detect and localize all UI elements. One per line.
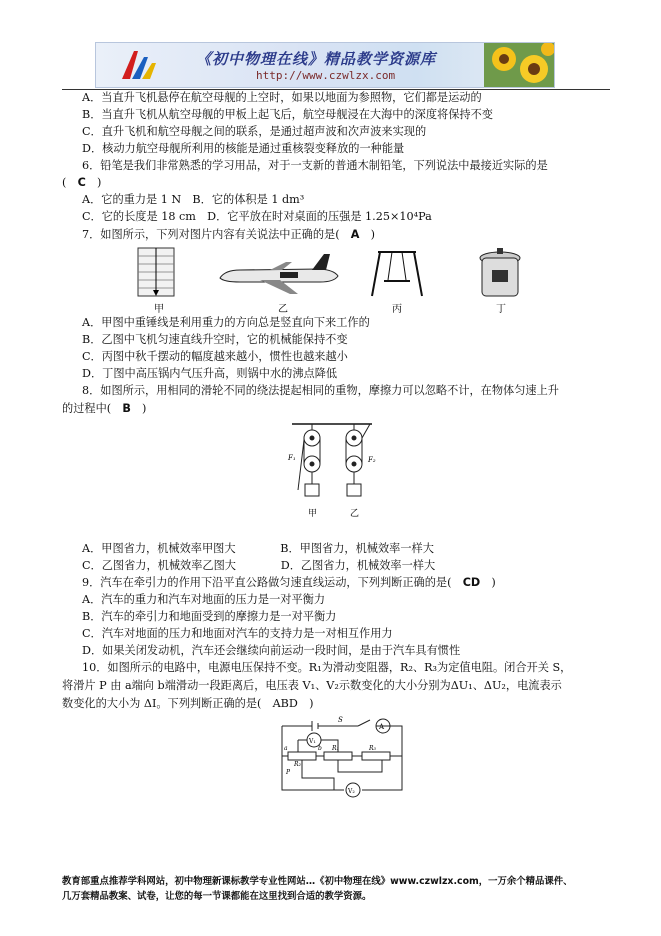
banner-title: 《初中物理在线》精品教学资源库: [196, 50, 437, 68]
q7-answer: A: [350, 228, 360, 241]
q9-option-b: B．汽车的牵引力和地面受到的摩擦力是一对平衡力: [82, 610, 337, 623]
q6-stem: 6．铅笔是我们非常熟悉的学习用品，对于一支新的普通木制铅笔，下列说法中最接近实际的是: [82, 159, 548, 172]
voltmeter-v1-label: V₁: [309, 738, 316, 745]
voltmeter-v2-label: V₂: [348, 788, 355, 795]
q9-answer: CD: [462, 576, 481, 589]
fig7-label-ding: 丁: [496, 304, 506, 315]
terminal-a-label: a: [284, 745, 288, 752]
swing-image: [372, 252, 422, 296]
footer-line-2: 几万套精品教案、试卷，让您的每一节课都能在这里找到合适的教学资源。: [62, 891, 372, 902]
r2-label: R₂: [294, 761, 301, 768]
q5-option-c: C．直升飞机和航空母舰之间的联系，是通过超声波和次声波来实现的: [82, 125, 427, 138]
fig7-label-bing: 丙: [392, 304, 402, 315]
fig8-label-jia: 甲: [308, 509, 318, 519]
q9-option-d: D．如果关闭发动机，汽车还会继续向前运动一段时间，是由于汽车具有惯性: [82, 644, 461, 657]
q8-stem: 8．如图所示，用相同的滑轮不同的绕法提起相同的重物，摩擦力可以忽略不计，在物体匀速上升: [82, 384, 559, 397]
pressure-cooker-image: [480, 248, 520, 296]
q8-answer: B: [122, 402, 131, 415]
q7-option-a: A．甲图中重锤线是利用重力的方向总是竖直向下来工作的: [82, 316, 370, 329]
footer-line-1: 教育部重点推荐学科网站，初中物理新课标教学专业性网站…《初中物理在线》www.czwlzx.com，一万余个精品课件、: [62, 876, 573, 887]
sunflower-image: [484, 43, 554, 87]
fig8-label-yi: 乙: [350, 509, 360, 519]
ammeter-label: A: [379, 723, 385, 731]
q10-circuit-figure: [272, 716, 412, 804]
r1-label: R₁: [332, 745, 339, 752]
q10-stem-3: 数变化的大小为 ΔI。下列判断正确的是( ABD ): [62, 697, 314, 710]
q8-options-cd: C．乙图省力，机械效率乙图大 D．乙图省力，机械效率一样大: [82, 559, 436, 572]
site-logo: [116, 47, 162, 83]
q6-options-cd: C．它的长度是 18 cm D．它平放在时对桌面的压强是 1.25×10⁴Pa: [82, 210, 432, 223]
q8-pulley-figure: [282, 420, 382, 524]
q5-option-b: B．当直升飞机从航空母舰的甲板上起飞后，航空母舰浸在大海中的深度将保持不变: [82, 108, 493, 121]
q8-stem-cont: 的过程中( B ): [62, 402, 147, 415]
plumb-wall-image: [138, 248, 174, 296]
q10-stem-2: 将滑片 P 由 a端向 b端滑动一段距离后，电压表 V₁、V₂示数变化的大小分别为ΔU₁、ΔU₂，电流表示: [62, 679, 562, 692]
fig7-label-yi: 乙: [278, 304, 288, 315]
r3-label: R₃: [369, 745, 376, 752]
q9-stem: 9．汽车在牵引力的作用下沿平直公路做匀速直线运动，下列判断正确的是( CD ): [82, 576, 496, 589]
fig7-label-jia: 甲: [154, 304, 164, 315]
q7-option-d: D．丁图中高压锅内气压升高，则锅中水的沸点降低: [82, 367, 338, 380]
q7-figure: [120, 244, 540, 316]
switch-label: S: [338, 716, 343, 724]
q6-options-ab: A．它的重力是 1 N B．它的体积是 1 dm³: [82, 193, 305, 206]
airplane-image: [220, 254, 338, 294]
q6-answer: C: [77, 176, 86, 189]
slider-p-label: P: [286, 769, 291, 776]
terminal-b-label: b: [318, 745, 322, 752]
banner-url[interactable]: http://www.czwlzx.com: [256, 69, 396, 82]
q5-option-d: D．核动力航空母舰所利用的核能是通过重核裂变释放的一种能量: [82, 142, 405, 155]
force-f1-label: F₁: [288, 454, 296, 462]
force-f2-label: F₂: [368, 456, 376, 464]
q7-stem: 7．如图所示，下列对图片内容有关说法中正确的是( A ): [82, 228, 376, 241]
q9-option-a: A．汽车的重力和汽车对地面的压力是一对平衡力: [82, 593, 326, 606]
q10-stem-1: 10．如图所示的电路中，电源电压保持不变。R₁为滑动变阻器，R₂、R₃为定值电阻。闭合开关 S，: [82, 661, 572, 674]
header-rule: [62, 89, 610, 90]
site-banner: [95, 42, 555, 88]
q5-option-a: A．当直升飞机悬停在航空母舰的上空时，如果以地面为参照物，它们都是运动的: [82, 91, 482, 104]
q6-answer-line: ( C ): [62, 176, 102, 189]
q7-option-c: C．丙图中秋千摆动的幅度越来越小，惯性也越来越小: [82, 350, 348, 363]
q8-options-ab: A．甲图省力，机械效率甲图大 B．甲图省力，机械效率一样大: [82, 542, 434, 555]
q9-option-c: C．汽车对地面的压力和地面对汽车的支持力是一对相互作用力: [82, 627, 393, 640]
q7-option-b: B．乙图中飞机匀速直线升空时，它的机械能保持不变: [82, 333, 348, 346]
